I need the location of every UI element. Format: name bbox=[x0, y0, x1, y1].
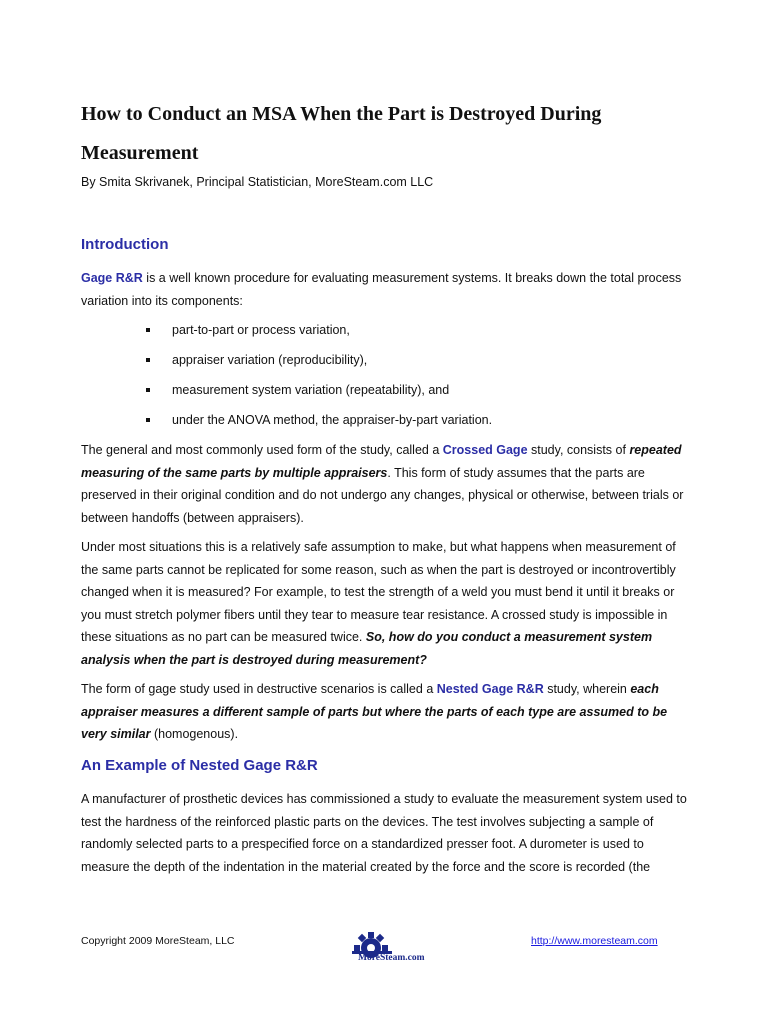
para-text: study, wherein bbox=[543, 682, 631, 696]
list-item-text: part-to-part or process variation, bbox=[172, 323, 350, 337]
intro-paragraph-text: is a well known procedure for evaluating measurement systems. It breaks down the total process variation into its components: bbox=[81, 271, 682, 308]
copyright-text: Copyright 2009 MoreSteam, LLC bbox=[81, 935, 235, 947]
nested-gage-term: Nested Gage R&R bbox=[436, 682, 544, 696]
list-item-text: appraiser variation (reproducibility), bbox=[172, 353, 368, 367]
para-text: The general and most commonly used form of the study, called a bbox=[81, 443, 443, 457]
list-item bbox=[146, 349, 492, 379]
list-item bbox=[146, 319, 492, 349]
destructive-measurement-paragraph bbox=[81, 536, 691, 671]
variation-components-list bbox=[146, 319, 492, 439]
example-paragraph: A manufacturer of prosthetic devices has commissioned a study to evaluate the measurement system used to test the hardness of the reinforced plastic parts on the devices. The test involves subjecting a sample of randomly selected parts to a prespecified force on a standardized presser foot. A durometer is used to measure the depth of the indentation in the material created by the force and the score is recorded (the bbox=[81, 792, 687, 874]
para-text: Under most situations this is a relatively safe assumption to make, but what happens when measurement of the same parts cannot be replicated for some reason, such as when the part is destroyed or incontrovertibly changed when it is measured? For example, to test the strength of a weld you must bend it until it breaks or you must stretch polymer fibers until they tear to measure tear resistance. A crossed study is impossible in these situations as no part can be measured twice. bbox=[81, 540, 676, 644]
nested-gage-paragraph bbox=[81, 678, 691, 746]
bullet-icon bbox=[146, 328, 150, 332]
para-text: (homogenous). bbox=[150, 727, 239, 741]
crossed-gage-term: Crossed Gage bbox=[442, 443, 528, 457]
list-item-text: under the ANOVA method, the appraiser-by-part variation. bbox=[172, 413, 493, 427]
moresteam-link[interactable]: http://www.moresteam.com bbox=[531, 935, 658, 947]
example-heading: An Example of Nested Gage R&R bbox=[81, 757, 318, 774]
emphasis-text: repeated measuring of the same parts by multiple appraisers bbox=[81, 443, 682, 480]
author-byline: By Smita Skrivanek, Principal Statistician, MoreSteam.com LLC bbox=[81, 175, 434, 189]
gage-rr-term: Gage R&R bbox=[81, 271, 143, 285]
crossed-gage-paragraph bbox=[81, 439, 691, 529]
intro-heading: Introduction bbox=[81, 236, 169, 253]
para-text: The form of gage study used in destructive scenarios is called a bbox=[81, 682, 437, 696]
bullet-icon bbox=[146, 358, 150, 362]
emphasis-question: So, how do you conduct a measurement system analysis when the part is destroyed during measurement? bbox=[81, 630, 653, 667]
list-item bbox=[146, 379, 492, 409]
logo-text: MoreSteam.com bbox=[358, 953, 425, 963]
para-text: . This form of study assumes that the parts are preserved in their original condition and do not undergo any changes, physical or otherwise, between trials or between handoffs (between appraisers). bbox=[81, 465, 684, 525]
emphasis-text: each appraiser measures a different sample of parts but where the parts of each type are assumed to be very similar bbox=[81, 682, 668, 741]
para-text: study, consists of bbox=[527, 443, 630, 457]
moresteam-logo-icon bbox=[346, 926, 446, 970]
intro-paragraph bbox=[81, 267, 691, 312]
list-item-text: measurement system variation (repeatability), and bbox=[172, 383, 450, 397]
list-item bbox=[146, 409, 492, 439]
bullet-icon bbox=[146, 388, 150, 392]
page-title: How to Conduct an MSA When the Part is Destroyed During Measurement bbox=[81, 103, 602, 164]
bullet-icon bbox=[146, 418, 150, 422]
